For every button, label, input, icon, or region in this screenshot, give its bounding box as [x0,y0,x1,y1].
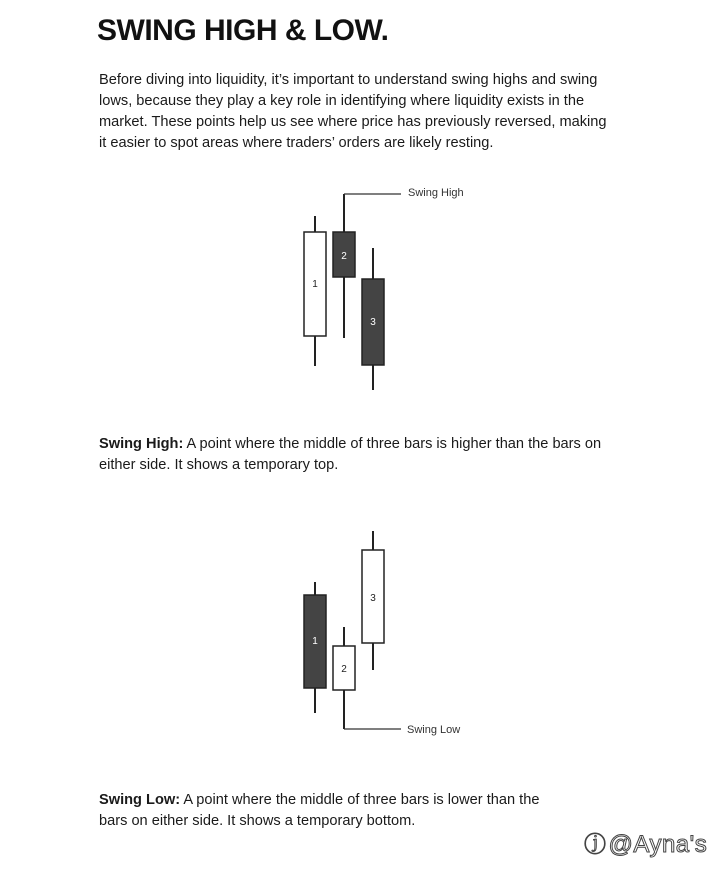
candle-number: 1 [312,636,318,647]
watermark-logo-icon: ⓙ [584,832,607,857]
candle-number: 2 [341,664,347,675]
candle-number: 2 [341,251,347,262]
swing-low-term: Swing Low: [99,792,181,808]
swing-low-candle-1 [304,582,326,713]
candle-number: 1 [312,279,318,290]
swing-low-candle-2 [333,627,355,729]
swing-low-label: Swing Low [407,724,461,736]
swing-high-term: Swing High: [99,436,184,452]
swing-low-definition [99,790,569,832]
swing-high-text: A point where the middle of three bars is higher than the bars on either side. It shows a temporary top. [99,436,602,473]
watermark [584,828,707,859]
page-title: SWING HIGH & LOW. [97,14,389,47]
intro-paragraph: Before diving into liquidity, it’s important to understand swing highs and swing lows, because they play a key role in identifying where liquidity exists in the market. These points help us see where price has previously reversed, making it easier to spot areas where traders’ orders are likely resting. [99,72,607,151]
swing-low-candle-3 [362,531,384,670]
watermark-handle: @Ayna's [608,831,708,858]
swing-low-text: A point where the middle of three bars is lower than the bars on either side. It shows a temporary bottom. [99,792,540,829]
swing-high-label: Swing High [408,187,464,199]
candle-number: 3 [370,593,376,604]
candle-number: 3 [370,317,376,328]
